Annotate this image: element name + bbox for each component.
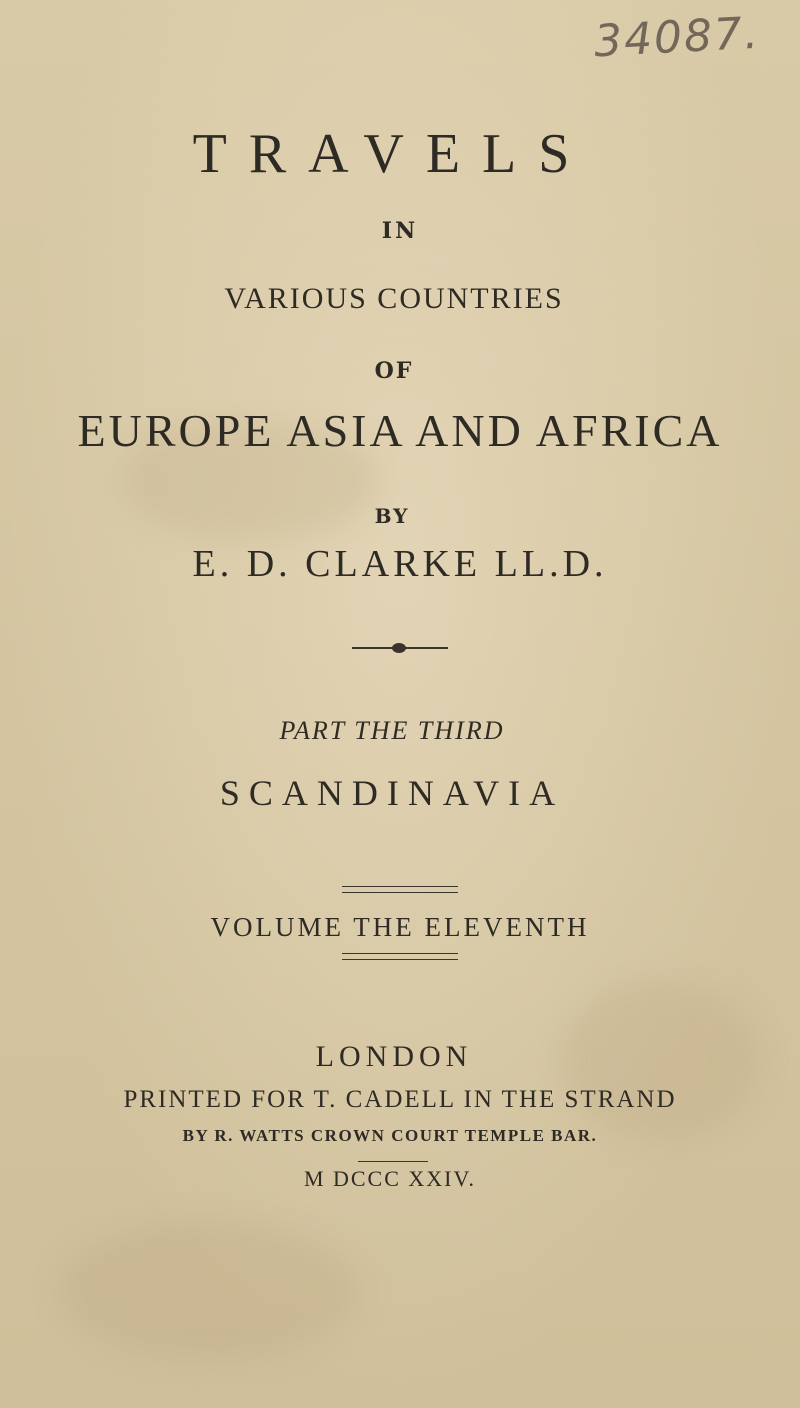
handwritten-shelfmark: 34087.: [592, 7, 762, 68]
imprint-city: LONDON: [315, 1040, 473, 1073]
paper-stain: [60, 1220, 360, 1360]
author-name: E. D. CLARKE LL.D.: [192, 543, 608, 585]
single-rule: [358, 1161, 428, 1162]
title-continents: EUROPE ASIA AND AFRICA: [77, 405, 723, 456]
volume-label: VOLUME THE ELEVENTH: [210, 912, 590, 942]
part-region: SCANDINAVIA: [219, 773, 565, 813]
title-in: IN: [381, 218, 419, 244]
part-label: PART THE THIRD: [279, 716, 505, 745]
title-of: OF: [374, 358, 414, 384]
ornamental-rule: [352, 647, 448, 649]
imprint-date: M DCCC XXIV.: [303, 1166, 477, 1191]
title-by: BY: [374, 504, 410, 528]
double-rule: [342, 953, 458, 960]
book-title: TRAVELS: [192, 123, 592, 185]
book-subtitle: VARIOUS COUNTRIES: [224, 282, 564, 315]
double-rule: [342, 886, 458, 893]
imprint-publisher: PRINTED FOR T. CADELL IN THE STRAND: [123, 1086, 677, 1113]
imprint-printer: BY R. WATTS CROWN COURT TEMPLE BAR.: [182, 1126, 598, 1145]
